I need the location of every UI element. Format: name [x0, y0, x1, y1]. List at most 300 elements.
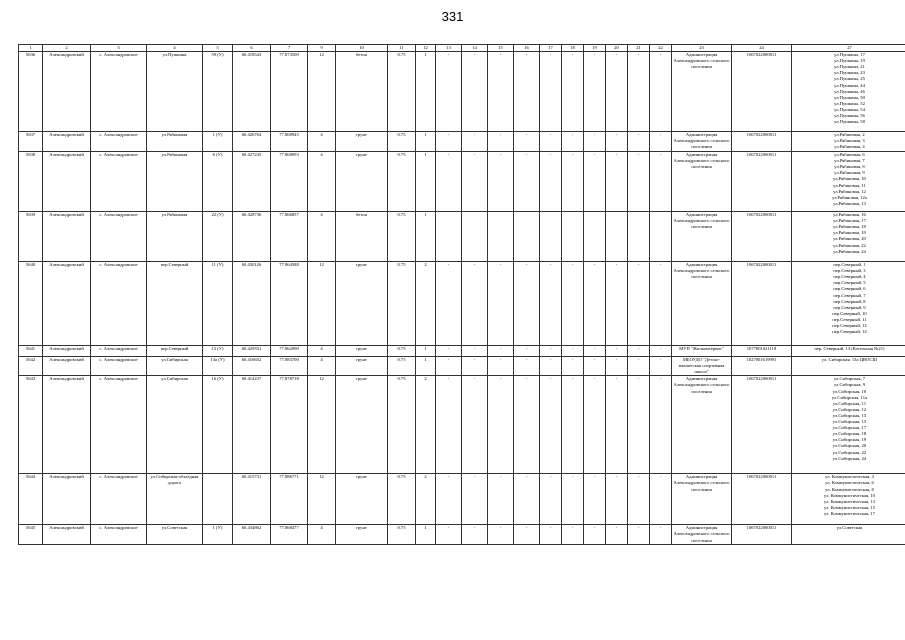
- address-line: ул.Сибирская, 9: [833, 382, 866, 388]
- address-line: ул.Рябиновая, 2: [834, 132, 865, 138]
- table-cell: 13а (У): [203, 357, 233, 376]
- address-line: ул.Рябиновая, 12а: [832, 194, 867, 200]
- table-cell: -: [540, 152, 562, 212]
- table-cell: -: [514, 357, 540, 376]
- table-cell: 0.75: [388, 262, 416, 346]
- table-cell: -: [462, 262, 488, 346]
- column-number-header-row: [19, 45, 905, 52]
- table-cell: ул.Пушкина: [147, 52, 203, 132]
- table-cell: 4: [308, 346, 336, 357]
- address-line: ул. Коммунистическая, 6: [825, 480, 874, 486]
- address-line: ул.Сибирская, 17: [832, 425, 867, 431]
- address-line: пер.Северный, 4: [833, 274, 866, 280]
- address-line: ул.Пушкина, 21: [834, 64, 865, 70]
- table-cell: с. Александровское: [91, 376, 147, 474]
- table-cell: Александровский: [43, 357, 91, 376]
- table-cell: 1 (У): [203, 132, 233, 152]
- address-line: ул.Рябиновая, 7: [834, 158, 865, 164]
- address-line: ул.Рябиновая, 20: [833, 236, 866, 242]
- table-cell: Александровский: [43, 474, 91, 525]
- address-line: ул.Рябиновая, 8: [834, 164, 865, 170]
- table-cell: Администрация Александровского сельского поселения: [672, 212, 732, 262]
- table-cell: -: [462, 376, 488, 474]
- table-cell: -: [436, 152, 462, 212]
- address-line: ул.Сибирская, 12: [832, 406, 867, 412]
- table-cell: 60.429331: [233, 346, 271, 357]
- table-cell: 1: [416, 357, 436, 376]
- table-cell: -: [562, 474, 584, 525]
- address-line: ул.Пушкина, 46: [834, 88, 865, 94]
- table-cell: 1: [416, 52, 436, 132]
- table-cell: -: [584, 525, 606, 544]
- table-row: [19, 346, 905, 357]
- address-line: ул. Коммунистическая, 17: [824, 510, 875, 516]
- table-cell: 4: [308, 212, 336, 262]
- table-cell: бетон: [336, 52, 388, 132]
- table-cell: 0.75: [388, 376, 416, 474]
- table-cell: -: [628, 152, 650, 212]
- table-cell: 12: [308, 376, 336, 474]
- table-cell: -: [606, 262, 628, 346]
- table-cell: 60.434862: [233, 525, 271, 544]
- table-cell: 6 (У): [203, 152, 233, 212]
- address-line: ул. Коммунистическая, 10: [824, 492, 875, 498]
- column-header: 10: [336, 45, 388, 52]
- road-register-table: [18, 44, 905, 545]
- table-cell: грунт: [336, 357, 388, 376]
- table-cell: -: [540, 376, 562, 474]
- table-cell: Александровский: [43, 132, 91, 152]
- table-cell: грунт: [336, 152, 388, 212]
- table-cell: -: [514, 474, 540, 525]
- column-header: 24: [732, 45, 792, 52]
- table-cell: -: [462, 52, 488, 132]
- table-cell: -: [562, 525, 584, 544]
- table-cell: -: [488, 474, 514, 525]
- table-cell: с. Александровское: [91, 525, 147, 544]
- table-cell: -: [514, 152, 540, 212]
- address-line: ул.Пушкина, 23: [834, 70, 865, 76]
- address-line: ул.Пушкина, 19: [834, 58, 865, 64]
- table-cell: Александровский: [43, 376, 91, 474]
- table-cell: 1077001021118: [732, 346, 792, 357]
- table-cell: -: [628, 52, 650, 132]
- address-line: пер.Северный, 9: [833, 304, 866, 310]
- table-cell: Администрация Александровского сельского поселения: [672, 52, 732, 132]
- table-cell: [628, 212, 650, 262]
- table-cell: 4: [308, 152, 336, 212]
- address-line: ул.Рябиновая, 17: [833, 218, 866, 224]
- page-number: 331: [441, 9, 464, 24]
- table-cell: 77.878718: [271, 376, 308, 474]
- table-cell: -: [562, 346, 584, 357]
- table-cell: -: [628, 132, 650, 152]
- table-cell: -: [488, 525, 514, 544]
- table-cell: 1067022000011: [732, 152, 792, 212]
- address-list-cell: [792, 52, 905, 132]
- column-header: 3: [91, 45, 147, 52]
- column-header: 4: [147, 45, 203, 52]
- table-cell: пер.Северный: [147, 346, 203, 357]
- table-cell: 60.418543: [233, 52, 271, 132]
- address-line: ул.Рябиновая, 16: [833, 212, 866, 218]
- table-cell: ул.Рябиновая: [147, 212, 203, 262]
- table-cell: -: [584, 52, 606, 132]
- address-list-cell: [792, 152, 905, 212]
- table-cell: ул.Сибирская: [147, 376, 203, 474]
- table-row: [19, 152, 905, 212]
- address-list-cell: [792, 474, 905, 525]
- table-cell: ул.Советская: [147, 525, 203, 544]
- table-cell: -: [628, 525, 650, 544]
- table-cell: -: [650, 525, 672, 544]
- address-line: ул.Пушкина, 50: [834, 94, 865, 100]
- table-cell: -: [650, 152, 672, 212]
- address-line: ул. Коммунистическая, 8: [825, 486, 874, 492]
- table-cell: 4: [308, 132, 336, 152]
- address-line: ул.Рябиновая, 24: [833, 248, 866, 254]
- table-cell: -: [650, 474, 672, 525]
- table-cell: -: [540, 262, 562, 346]
- address-line: ул.Рябиновая, 22: [833, 242, 866, 248]
- table-cell: -: [584, 346, 606, 357]
- address-line: пер.Северный, 11: [832, 316, 867, 322]
- table-row: [19, 212, 905, 262]
- table-cell: 1: [416, 152, 436, 212]
- table-cell: Александровский: [43, 52, 91, 132]
- address-line: ул. Сибирская, 13а ЦВОСШ: [821, 357, 878, 363]
- table-cell: 5643: [19, 376, 43, 474]
- table-cell: -: [650, 376, 672, 474]
- table-cell: [540, 212, 562, 262]
- table-cell: -: [514, 346, 540, 357]
- table-cell: Администрация Александровского сельского поселения: [672, 474, 732, 525]
- table-cell: -: [488, 152, 514, 212]
- table-cell: -: [540, 525, 562, 544]
- address-line: ул.Сибирская, 10: [832, 388, 867, 394]
- table-row: [19, 52, 905, 132]
- column-header: 16: [514, 45, 540, 52]
- address-line: ул.Сибирская, 18: [832, 431, 867, 437]
- table-cell: 0.75: [388, 152, 416, 212]
- table-cell: ул.Рябиновая: [147, 132, 203, 152]
- table-cell: -: [562, 262, 584, 346]
- table-cell: -: [628, 346, 650, 357]
- table-cell: 0.75: [388, 346, 416, 357]
- table-cell: -: [584, 376, 606, 474]
- table-cell: -: [650, 346, 672, 357]
- column-header: 27: [792, 45, 905, 52]
- table-cell: [584, 212, 606, 262]
- table-cell: 77.866857: [271, 212, 308, 262]
- table-cell: с. Александровское: [91, 152, 147, 212]
- table-cell: 0.75: [388, 52, 416, 132]
- table-cell: -: [650, 262, 672, 346]
- address-list-cell: [792, 357, 905, 376]
- column-header: 13: [436, 45, 462, 52]
- table-cell: 5636: [19, 52, 43, 132]
- table-cell: Александровский: [43, 152, 91, 212]
- table-cell: -: [514, 52, 540, 132]
- table-cell: с. Александровское: [91, 132, 147, 152]
- table-cell: 1067022000011: [732, 474, 792, 525]
- address-line: пер.Северный, 3: [833, 268, 866, 274]
- address-line: пер.Северный, 10: [832, 310, 867, 316]
- table-cell: 77.868945: [271, 132, 308, 152]
- table-cell: -: [606, 152, 628, 212]
- table-cell: 1067022000011: [732, 525, 792, 544]
- table-cell: -: [584, 474, 606, 525]
- table-cell: -: [436, 346, 462, 357]
- table-cell: 60.427245: [233, 152, 271, 212]
- table-cell: грунт: [336, 132, 388, 152]
- table-cell: МБОУДО "Детско-юношеская спортивная школа": [672, 357, 732, 376]
- table-cell: Александровский: [43, 212, 91, 262]
- address-line: пер.Северный, 5: [833, 280, 866, 286]
- column-header: 23: [672, 45, 732, 52]
- table-row: [19, 525, 905, 544]
- table-cell: 59 (У): [203, 52, 233, 132]
- table-cell: МУП "Жилкомсервис": [672, 346, 732, 357]
- table-cell: 77.868093: [271, 152, 308, 212]
- table-cell: 2: [416, 376, 436, 474]
- table-cell: 12: [308, 52, 336, 132]
- table-cell: 77.873500: [271, 52, 308, 132]
- table-cell: Администрация Александровского сельского поселения: [672, 152, 732, 212]
- table-cell: -: [562, 357, 584, 376]
- table-cell: -: [462, 525, 488, 544]
- table-cell: 1067022000011: [732, 52, 792, 132]
- table-cell: [488, 212, 514, 262]
- table-cell: 5637: [19, 132, 43, 152]
- table-cell: -: [436, 474, 462, 525]
- table-cell: 5644: [19, 474, 43, 525]
- table-row: [19, 376, 905, 474]
- table-cell: 12: [308, 474, 336, 525]
- column-header: 14: [462, 45, 488, 52]
- column-header: 22: [650, 45, 672, 52]
- address-line: ул.Рябиновая, 9: [834, 170, 865, 176]
- table-cell: 1067022000011: [732, 376, 792, 474]
- table-cell: -: [462, 132, 488, 152]
- table-row: [19, 132, 905, 152]
- table-cell: -: [606, 357, 628, 376]
- table-cell: 13 (У): [203, 346, 233, 357]
- table-cell: 12: [308, 262, 336, 346]
- address-list-cell: [792, 376, 905, 474]
- address-line: ул. Коммунистическая, 4: [825, 474, 874, 480]
- table-cell: Администрация Александровского сельского поселения: [672, 132, 732, 152]
- table-cell: грунт: [336, 525, 388, 544]
- table-row: [19, 262, 905, 346]
- address-line: ул.Рябиновая, 11: [833, 182, 866, 188]
- table-cell: -: [628, 357, 650, 376]
- table-cell: с. Александровское: [91, 262, 147, 346]
- table-cell: -: [562, 152, 584, 212]
- table-cell: -: [488, 262, 514, 346]
- address-line: ул.Сибирская, 11а: [831, 394, 868, 400]
- table-cell: 77.868477: [271, 525, 308, 544]
- table-cell: Александровский: [43, 525, 91, 544]
- table-cell: -: [514, 376, 540, 474]
- table-cell: -: [650, 132, 672, 152]
- table-cell: -: [562, 132, 584, 152]
- table-cell: 0.75: [388, 474, 416, 525]
- table-cell: -: [606, 474, 628, 525]
- address-line: ул.Сибирская, 20: [832, 443, 867, 449]
- table-cell: -: [628, 474, 650, 525]
- column-header: 18: [562, 45, 584, 52]
- table-cell: 60.416652: [233, 357, 271, 376]
- column-header: 21: [628, 45, 650, 52]
- table-cell: 5639: [19, 212, 43, 262]
- table-cell: 5641: [19, 346, 43, 357]
- table-cell: -: [540, 474, 562, 525]
- table-cell: 5638: [19, 152, 43, 212]
- table-cell: 60.428736: [233, 212, 271, 262]
- table-cell: -: [436, 357, 462, 376]
- table-cell: -: [462, 346, 488, 357]
- table-cell: 1 (У): [203, 525, 233, 544]
- address-line: пер. Северный, 13 (Котельная №21): [814, 346, 885, 352]
- address-list-cell: [792, 132, 905, 152]
- table-cell: 22 (У): [203, 212, 233, 262]
- address-line: пер.Северный, 7: [833, 292, 866, 298]
- table-cell: с. Александровское: [91, 212, 147, 262]
- address-line: ул.Пушкина, 44: [834, 82, 865, 88]
- table-cell: -: [462, 357, 488, 376]
- address-line: ул.Рябиновая, 13: [833, 200, 866, 206]
- address-line: ул.Сибирская, 13: [832, 412, 867, 418]
- table-body: [19, 52, 905, 545]
- table-cell: Администрация Александровского сельского поселения: [672, 525, 732, 544]
- table-row: [19, 474, 905, 525]
- address-line: ул.Пушкина, 25: [834, 76, 865, 82]
- table-cell: 77.883700: [271, 357, 308, 376]
- table-cell: -: [540, 357, 562, 376]
- column-header: 6: [233, 45, 271, 52]
- address-line: ул.Сибирская, 19: [832, 437, 867, 443]
- table-cell: ул.Рябиновая: [147, 152, 203, 212]
- table-cell: -: [488, 52, 514, 132]
- column-header: 19: [584, 45, 606, 52]
- address-line: ул.Сибирская, 11: [832, 400, 867, 406]
- table-cell: 1067022000011: [732, 212, 792, 262]
- table-cell: 1027001619991: [732, 357, 792, 376]
- address-line: ул.Пушкина, 54: [834, 106, 865, 112]
- table-cell: -: [584, 262, 606, 346]
- table-cell: с. Александровское: [91, 474, 147, 525]
- table-cell: 0.75: [388, 212, 416, 262]
- address-line: пер.Северный, 8: [833, 298, 866, 304]
- table-cell: 60.430126: [233, 262, 271, 346]
- table-cell: -: [462, 474, 488, 525]
- table-cell: -: [514, 525, 540, 544]
- table-cell: бетон: [336, 212, 388, 262]
- table-cell: -: [606, 346, 628, 357]
- table-cell: -: [540, 346, 562, 357]
- table-cell: 2: [416, 474, 436, 525]
- table-cell: [606, 212, 628, 262]
- address-list-cell: [792, 346, 905, 357]
- address-line: пер.Северный, 6: [833, 286, 866, 292]
- table-cell: Администрация Александровского сельского поселения: [672, 262, 732, 346]
- table-cell: [562, 212, 584, 262]
- table-cell: 0.75: [388, 357, 416, 376]
- table-cell: грунт: [336, 474, 388, 525]
- table-cell: -: [436, 132, 462, 152]
- table-cell: -: [436, 376, 462, 474]
- address-line: пер.Северный, 14: [832, 329, 867, 335]
- address-line: ул.Сибирская, 7: [833, 376, 866, 382]
- table-cell: 0.75: [388, 525, 416, 544]
- table-cell: 4: [308, 525, 336, 544]
- column-header: 20: [606, 45, 628, 52]
- table-cell: 5640: [19, 262, 43, 346]
- table-cell: грунт: [336, 262, 388, 346]
- table-cell: -: [606, 52, 628, 132]
- column-header: 12: [416, 45, 436, 52]
- address-line: ул.Сибирская, 15: [832, 419, 867, 425]
- table-row: [19, 357, 905, 376]
- column-header: 1: [19, 45, 43, 52]
- table-cell: -: [488, 357, 514, 376]
- column-header: 11: [388, 45, 416, 52]
- table-cell: -: [436, 525, 462, 544]
- table-cell: -: [540, 52, 562, 132]
- table-cell: 0.75: [388, 132, 416, 152]
- table-cell: 5642: [19, 357, 43, 376]
- table-cell: 1: [416, 346, 436, 357]
- table-cell: -: [584, 357, 606, 376]
- table-cell: -: [488, 346, 514, 357]
- address-list-cell: [792, 262, 905, 346]
- table-cell: с. Александровское: [91, 357, 147, 376]
- table-cell: -: [436, 262, 462, 346]
- table-cell: -: [436, 52, 462, 132]
- table-cell: грунт: [336, 346, 388, 357]
- address-line: ул.Рябиновая, 19: [833, 230, 866, 236]
- address-line: ул.Рябиновая, 10: [833, 176, 866, 182]
- table-cell: -: [628, 262, 650, 346]
- address-line: ул.Сибирская, 22: [832, 449, 867, 455]
- table-cell: грунт: [336, 376, 388, 474]
- table-cell: -: [606, 376, 628, 474]
- table-cell: 4: [308, 357, 336, 376]
- address-line: ул.Сибирская, 24: [832, 455, 867, 461]
- column-header: 17: [540, 45, 562, 52]
- table-cell: -: [584, 132, 606, 152]
- column-header: 5: [203, 45, 233, 52]
- address-line: ул.Рябиновая, 12: [833, 188, 866, 194]
- table-cell: -: [628, 376, 650, 474]
- table-cell: 60.415731: [233, 474, 271, 525]
- column-header: 15: [488, 45, 514, 52]
- table-cell: -: [488, 376, 514, 474]
- table-cell: 60.414237: [233, 376, 271, 474]
- table-cell: с. Александровское: [91, 52, 147, 132]
- column-header: 2: [43, 45, 91, 52]
- address-line: ул. Коммунистическая, 15: [824, 504, 875, 510]
- address-line: пер.Северный, 1: [833, 262, 866, 268]
- table-cell: -: [562, 376, 584, 474]
- table-cell: 16 (У): [203, 376, 233, 474]
- address-line: ул.Пушкина, 56: [834, 113, 865, 119]
- table-cell: -: [488, 132, 514, 152]
- address-list-cell: [792, 212, 905, 262]
- table-cell: -: [606, 525, 628, 544]
- table-cell: [514, 212, 540, 262]
